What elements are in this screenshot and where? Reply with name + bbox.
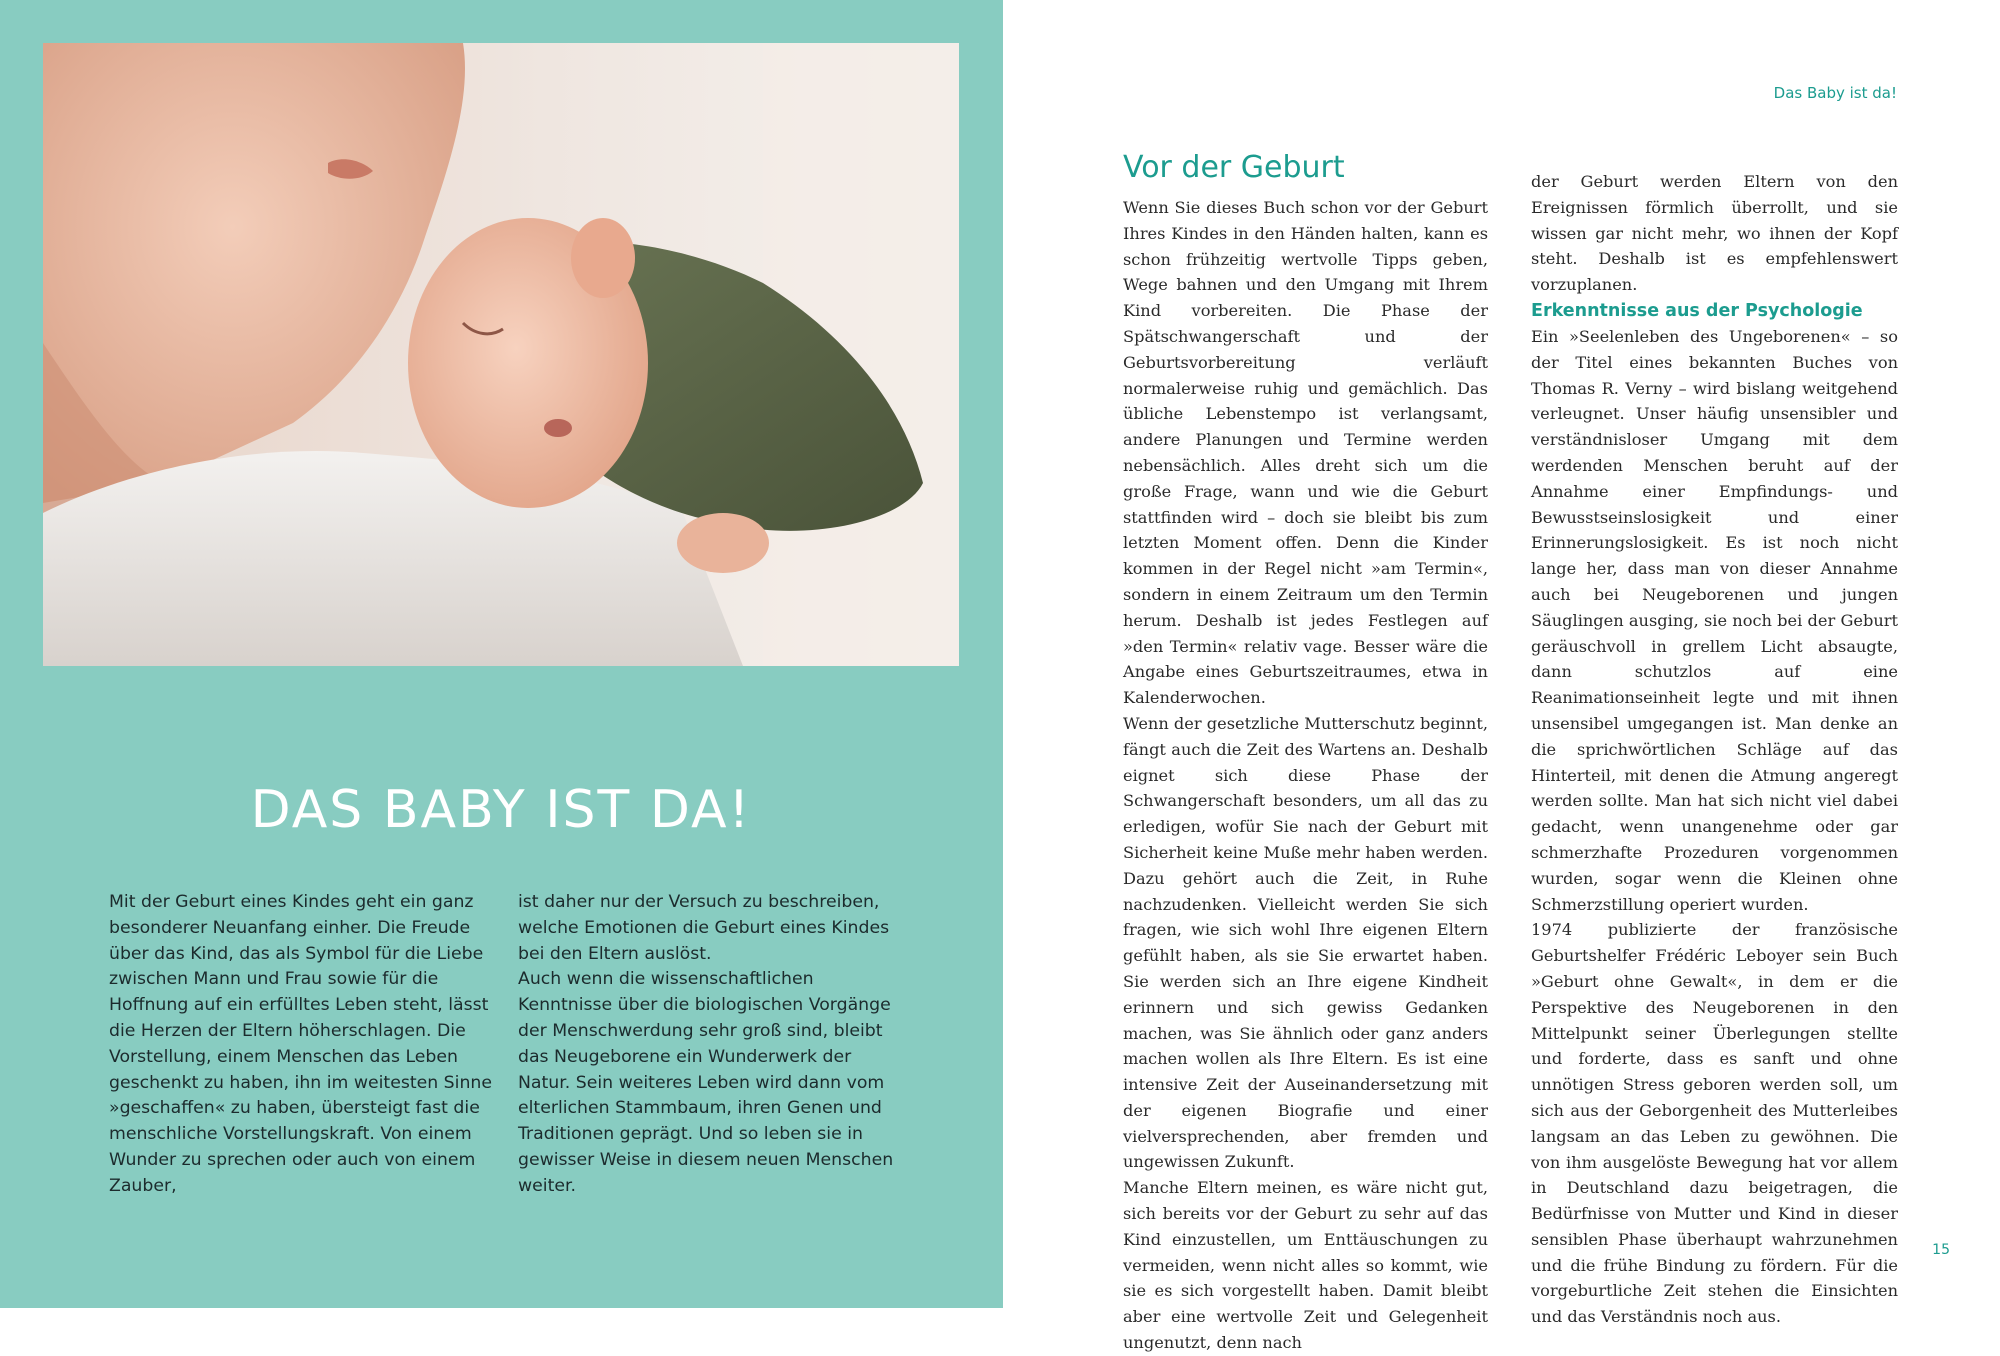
body-paragraph: Manche Eltern meinen, es wäre nicht gut, sich bereits vor der Geburt zu sehr auf das Kind einzustellen, um Enttäuschungen zu vermeiden, wenn nicht alles so kommt, wie sie es sich vorgestellt haben. Damit bleibt aber eine wertvolle Zeit und Gelegenheit ungenutzt, denn nach: [1123, 1178, 1488, 1353]
intro-paragraph: ist daher nur der Versuch zu beschreiben, welche Emotionen die Geburt eines Kindes bei den Eltern auslöst.: [518, 892, 890, 964]
body-paragraph: 1974 publizierte der französische Geburtshelfer Frédéric Leboyer sein Buch »Geburt ohne Gewalt«, in dem er die Perspektive des Neugeborenen in den Mittelpunkt seiner Überlegungen stellte und forderte, dass es sanft und ohne unnötigen Stress geboren werden soll, um sich aus der Geborgenheit des Mutterleibes langsam an das Leben zu gewöhnen. Die von ihm ausgelöste Bewegung hat vor allem in Deutschland dazu beigetragen, die Bedürfnisse von Mutter und Kind in dieser sensiblen Phase überhaupt wahrzunehmen und die frühe Bindung zu fördern. Für die vorgeburtliche Zeit stehen die Einsichten und das Verständnis noch aus.: [1531, 920, 1898, 1327]
body-paragraph: der Geburt werden Eltern von den Ereignissen förmlich überrollt, und sie wissen gar nicht mehr, wo ihnen der Kopf steht. Deshalb ist es empfehlenswert vorzuplanen.: [1531, 172, 1898, 295]
intro-column-1: [109, 890, 494, 1200]
intro-column-2: [518, 890, 903, 1200]
body-paragraph: Wenn Sie dieses Buch schon vor der Geburt Ihres Kindes in den Händen halten, kann es schon frühzeitig wertvolle Tipps geben, Wege bahnen und den Umgang mit Ihrem Kind vorbereiten. Die Phase der Spätschwangerschaft und der Geburtsvorbereitung verläuft normalerweise ruhig und gemächlich. Das übliche Lebenstempo ist verlangsamt, andere Planungen und Termine werden nebensächlich. Alles dreht sich um die große Frage, wann und wie die Geburt stattfinden wird – doch sie bleibt bis zum letzten Moment offen. Denn die Kinder kommen in der Regel nicht »am Termin«, sondern in einem Zeitraum um den Termin herum. Deshalb ist jedes Festlegen auf »den Termin« relativ vage. Besser wäre die Angabe eines Geburtszeitraumes, etwa in Kalenderwochen.: [1123, 198, 1488, 708]
body-column-1: [1123, 195, 1488, 1356]
chapter-title: DAS BABY IST DA!: [250, 780, 752, 840]
section-heading: Vor der Geburt: [1123, 150, 1345, 185]
body-column-2: [1531, 324, 1898, 1330]
intro-paragraph: Mit der Geburt eines Kindes geht ein ganz besonderer Neuanfang einher. Die Freude über das Kind, das als Symbol für die Liebe zwischen Mann und Frau sowie für die Hoffnung auf ein erfülltes Leben steht, lässt die Herzen der Eltern höherschlagen. Die Vorstellung, einem Menschen das Leben geschenkt zu haben, ihn im weitesten Sinne »geschaffen« zu haben, übersteigt fast die menschliche Vorstellungskraft. Von einem Wunder zu sprechen oder auch von einem Zauber,: [109, 892, 492, 1196]
subheading: Erkenntnisse aus der Psychologie: [1531, 301, 1863, 321]
intro-paragraph: Auch wenn die wissenschaftlichen Kenntnisse über die biologischen Vorgänge der Menschwerdung sehr groß sind, bleibt das Neugeborene ein Wunderwerk der Natur. Sein weiteres Leben wird dann vom elterlichen Stammbaum, ihren Genen und Traditionen geprägt. Und so leben sie in gewisser Weise in diesem neuen Menschen weiter.: [518, 969, 894, 1196]
body-column-2-top: [1531, 169, 1898, 298]
body-paragraph: Wenn der gesetzliche Mutterschutz beginnt, fängt auch die Zeit des Wartens an. Deshalb eignet sich diese Phase der Schwangerschaft besonders, um all das zu erledigen, wofür Sie nach der Geburt mit Sicherheit keine Muße mehr haben werden. Dazu gehört auch die Zeit, in Ruhe nachzudenken. Vielleicht werden Sie sich fragen, wie sich wohl Ihre eigenen Eltern gefühlt haben, als sie Sie erwartet haben. Sie werden sich an Ihre eigene Kindheit erinnern und sich gewiss Gedanken machen, was Sie ähnlich oder ganz anders machen wollen als Ihre Eltern. Es ist eine intensive Zeit der Auseinandersetzung mit der eigenen Biografie und einer vielversprechenden, aber fremden und ungewissen Zukunft.: [1123, 713, 1488, 1172]
page-number: 15: [1932, 1242, 1950, 1258]
body-paragraph: Ein »Seelenleben des Ungeborenen« – so der Titel eines bekannten Buches von Thomas R. Verny – wird bislang weitgehend verleugnet. Unser häufig unsensibler und verständnisloser Umgang mit dem werdenden Menschen beruht auf der Annahme einer Empfindungs- und Bewusstseinslosigkeit und einer Erinnerungslosigkeit. Es ist noch nicht lange her, dass man von dieser Annahme auch bei Neugeborenen und jungen Säuglingen ausging, sie noch bei der Geburt geräuschvoll in grellem Licht absaugte, dann schutzlos auf eine Reanimationseinheit legte und mit ihnen unsensibel umgegangen ist. Man denke an die sprichwörtlichen Schläge auf das Hinterteil, mit denen die Atmung angeregt werden sollte. Man hat sich nicht viel dabei gedacht, wenn unangenehme oder gar schmerzhafte Prozeduren vorgenommen wurden, sogar wenn die Kleinen ohne Schmerzstillung operiert wurden.: [1531, 327, 1898, 914]
running-header: Das Baby ist da!: [1773, 84, 1897, 102]
left-page: [0, 0, 1003, 1308]
mother-baby-photo: [43, 43, 959, 666]
